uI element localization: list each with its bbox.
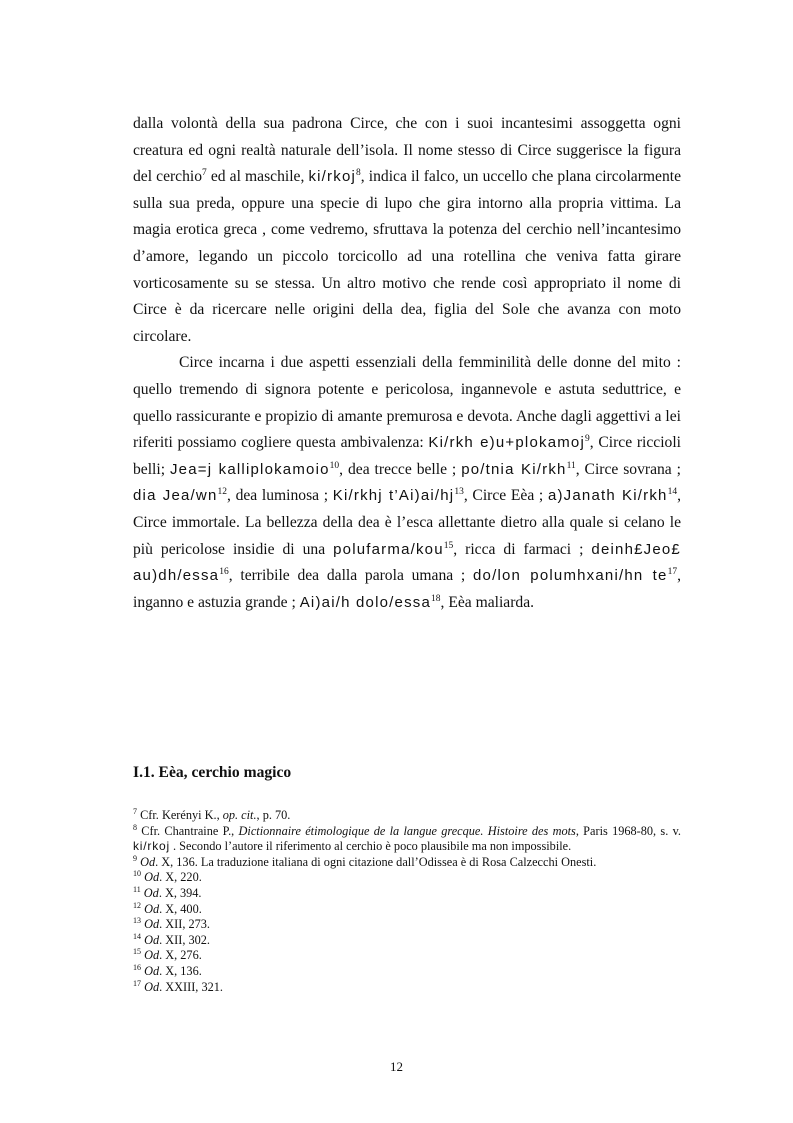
footnote-ref: 11	[566, 460, 576, 471]
greek-term: do/lon polumhxani/hn te	[473, 567, 668, 585]
footnote-number: 8	[133, 822, 137, 832]
text-run: , Circe immortale. La bellezza della dea è l’esca allettante dietro alla quale si celano le più pericolose insidie di una	[133, 487, 682, 558]
footnote-number: 16	[133, 962, 141, 972]
text-run: . XII, 302.	[159, 932, 210, 947]
italic-text: Od	[144, 932, 160, 947]
footnote-number: 15	[133, 947, 141, 957]
greek-term: Ki/rkh e)u+plokamoj	[428, 434, 586, 452]
footnote-10	[133, 870, 681, 886]
italic-text: Od	[140, 854, 156, 869]
text-run: . X, 136. La traduzione italiana di ogni citazione dall’Odissea è di Rosa Calzecchi Onesti.	[155, 854, 597, 869]
footnote-number: 9	[133, 853, 137, 863]
footnote-13	[133, 917, 681, 933]
text-run: , dea trecce belle ;	[339, 460, 462, 478]
greek-term: ki/rkoj	[133, 839, 170, 854]
footnote-ref: 16	[219, 567, 229, 578]
footnote-15	[133, 948, 681, 964]
footnote-ref: 15	[443, 540, 454, 551]
footnote-ref: 12	[217, 487, 227, 498]
text-run: , Circe riccioli belli;	[133, 434, 681, 478]
greek-term: polufarma/kou	[333, 540, 444, 558]
footnote-14	[133, 933, 681, 949]
footnote-number: 13	[133, 916, 141, 926]
italic-text: Dictionnaire étimologique de la langue grecque. Histoire des mots	[238, 823, 576, 838]
body-text	[133, 111, 681, 616]
text-run: , Circe sovrana ;	[575, 460, 681, 478]
text-run: , terribile dea dalla parola umana ;	[228, 567, 473, 585]
footnote-16	[133, 964, 681, 980]
greek-term: ki/rkoj	[308, 168, 357, 186]
text-run: ed al maschile,	[206, 168, 309, 186]
footnote-ref: 14	[667, 487, 678, 498]
text-run: , Paris 1968-80, s. v.	[575, 823, 681, 838]
footnote-number: 10	[133, 869, 141, 879]
greek-term: deinh£Jeo£ au)dh/essa	[133, 540, 681, 585]
footnote-ref: 18	[431, 593, 441, 604]
italic-text: op. cit.	[222, 808, 257, 822]
italic-text: Od	[144, 901, 160, 916]
footnote-ref: 9	[585, 434, 590, 445]
footnote-ref: 7	[202, 168, 207, 179]
text-run: . X, 394.	[158, 885, 202, 900]
italic-text: Od	[144, 979, 160, 994]
text-run: , ricca di farmaci ;	[453, 540, 592, 558]
footnote-12	[133, 902, 681, 918]
footnote-number: 11	[133, 884, 141, 894]
greek-term: Jea=j kalliplokamoio	[169, 460, 330, 478]
text-run: , Circe Eèa ;	[463, 487, 548, 505]
footnote-11	[133, 886, 681, 902]
text-run: . X, 276.	[159, 948, 202, 963]
text-run: , inganno e astuzia grande ;	[133, 567, 681, 611]
footnote-ref: 13	[454, 487, 464, 498]
greek-term: po/tnia Ki/rkh	[461, 460, 567, 478]
footnote-number: 17	[133, 978, 141, 988]
text-run: dalla volontà della sua padrona Circe, che con i suoi incantesimi assoggetta ogni creatura ed ogni realtà naturale dell’isola. Il nome stesso di Circe suggerisce la figura del cerchio	[133, 115, 681, 186]
footnote-17	[133, 980, 681, 996]
section-heading: I.1. Eèa, cerchio magico	[133, 764, 292, 781]
footnote-number: 12	[133, 900, 141, 910]
text-run: Circe incarna i due aspetti essenziali della femminilità delle donne del mito : quello tremendo di signora potente e pericolosa, ingannevole e astuta seduttrice, e quello rassicurante e propizio di amante premurosa e devota. Anche dagli aggettivi a lei riferiti possiamo cogliere questa ambivalenza:	[133, 354, 681, 452]
text-run: , p. 70.	[256, 808, 291, 822]
footnote-number: 7	[133, 807, 137, 816]
footnote-ref: 10	[329, 460, 340, 471]
text-run: , Eèa maliarda.	[440, 593, 535, 611]
text-run: Cfr. Chantraine P.,	[141, 823, 239, 838]
footnote-7	[133, 808, 681, 824]
footnotes	[133, 808, 681, 995]
text-run: Cfr. Kerényi K.,	[140, 808, 223, 822]
text-run: . XII, 273.	[159, 917, 210, 932]
paragraph-2	[133, 350, 681, 616]
text-run: . X, 136.	[159, 963, 202, 978]
italic-text: Od	[144, 948, 160, 963]
footnote-ref: 8	[356, 168, 361, 179]
text-run: . Secondo l’autore il riferimento al cerchio è poco plausibile ma non impossibile.	[169, 839, 572, 854]
page-number: 12	[390, 1059, 403, 1074]
footnote-number: 14	[133, 931, 141, 941]
greek-term: Ki/rkhj t’Ai)ai/hj	[332, 487, 455, 505]
footnote-9	[133, 855, 681, 871]
italic-text: Od	[144, 963, 160, 978]
footnote-ref: 17	[667, 567, 678, 578]
text-run: . X, 220.	[159, 870, 202, 885]
greek-term: Ai)ai/h dolo/essa	[299, 593, 432, 611]
paragraph-1	[133, 111, 681, 350]
text-run: . XXIII, 321.	[159, 979, 223, 994]
italic-text: Od	[144, 917, 160, 932]
text-run: , dea luminosa ;	[227, 487, 333, 505]
greek-term: a)Janath Ki/rkh	[547, 487, 668, 505]
footnote-8	[133, 824, 681, 855]
text-run: . X, 400.	[159, 901, 202, 916]
italic-text: Od	[144, 870, 160, 885]
text-run: , indica il falco, un uccello che plana circolarmente sulla sua preda, oppure una specie di lupo che gira intorno alla propria vittima. La magia erotica greca , come vedremo, sfruttava la potenza del cerchio nell’incantesimo d’amore, legando un piccolo torcicollo ad una rotellina che veniva fatta girare vorticosamente su se stessa. Un altro motivo che rende così appropriato il nome di Circe è da ricercare nelle origini della dea, figlia del Sole che avanza con moto circolare.	[133, 168, 681, 345]
italic-text: Od	[143, 885, 159, 900]
greek-term: dia Jea/wn	[133, 487, 218, 505]
